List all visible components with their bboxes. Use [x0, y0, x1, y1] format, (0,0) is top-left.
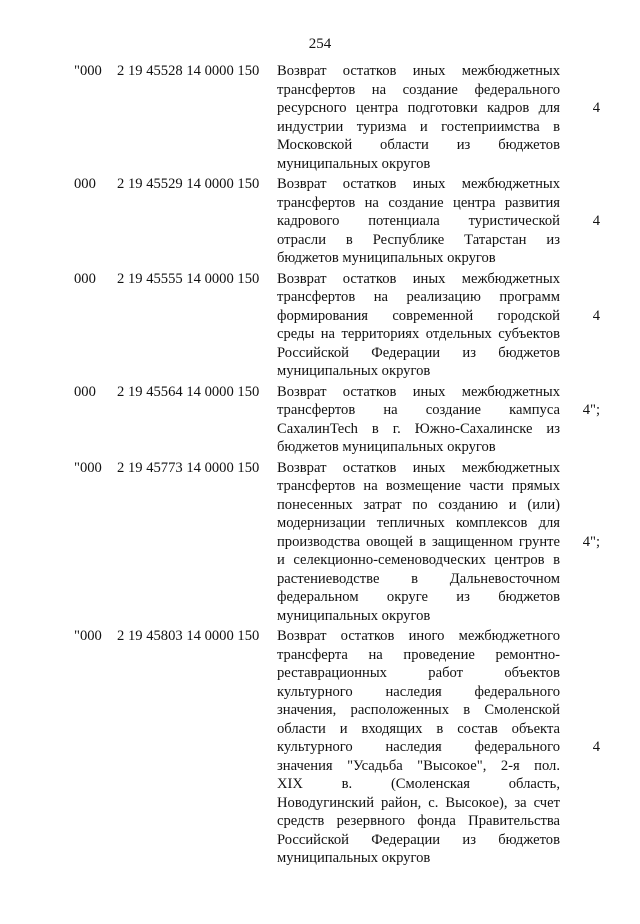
description-line: значения "Усадьба "Высокое", 2-я пол. — [277, 757, 560, 774]
normative-value: 4"; — [582, 402, 600, 418]
description-line: бюджетов муниципальных округов — [277, 439, 496, 455]
description-line: XIX в. (Смоленская область, — [277, 776, 560, 792]
description-line: растениеводстве в Дальневосточном — [277, 570, 560, 587]
description-line: средств резервного фонда Правительства — [277, 813, 560, 829]
description-line: отрасли в Республике Татарстан из — [277, 231, 560, 248]
description-line: трансферта на проведение ремонтно- — [277, 646, 560, 663]
description-line: Новодугинский район, с. Высокое), за счет — [277, 794, 560, 811]
description-line: муниципальных округов — [277, 850, 431, 866]
admin-code: 000 — [74, 270, 96, 287]
description-line: Возврат остатков иных межбюджетных — [277, 383, 560, 400]
description-line: трансфертов на возмещение части прямых — [277, 478, 560, 494]
description-line: культурного наследия федерального — [277, 739, 560, 755]
normative-value: 4 — [592, 307, 600, 324]
budget-classification-code: 2 19 45529 14 0000 150 — [117, 176, 260, 192]
description-line: трансфертов на создание центра развития — [277, 194, 560, 211]
budget-classification-code: 2 19 45528 14 0000 150 — [117, 63, 260, 79]
admin-code: "000 — [74, 459, 102, 476]
description-line: среды на территориях отдельных субъектов — [277, 326, 560, 342]
table-row — [0, 383, 640, 457]
table-row — [0, 270, 640, 381]
description-line: трансфертов на создание кампуса — [277, 402, 560, 418]
description-line: федеральном округе из бюджетов — [277, 589, 560, 605]
budget-classification-code: 2 19 45773 14 0000 150 — [117, 459, 260, 476]
normative-value: 4"; — [582, 533, 600, 550]
description-line: значения, расположенных в Смоленской — [277, 702, 560, 718]
description-line: индустрии туризма и гостеприимства в — [277, 118, 560, 135]
description-line: трансфертов на создание федерального — [277, 81, 560, 98]
budget-code-table — [0, 62, 640, 870]
table-row — [0, 62, 640, 173]
admin-code: "000 — [74, 63, 102, 79]
page-number: 254 — [308, 36, 332, 52]
admin-code: 000 — [74, 383, 96, 400]
income-description — [277, 62, 560, 173]
description-line: муниципальных округов — [277, 607, 431, 624]
budget-classification-code: 2 19 45564 14 0000 150 — [117, 383, 260, 400]
normative-value: 4 — [592, 213, 600, 229]
income-description — [277, 270, 560, 381]
income-description — [277, 175, 560, 268]
description-line: формирования современной городской — [277, 307, 560, 324]
description-line: кадрового потенциала туристической — [277, 213, 560, 229]
description-line: реставрационных работ объектов — [277, 665, 560, 681]
description-line: муниципальных округов — [277, 155, 431, 172]
description-line: Возврат остатков иных межбюджетных — [277, 270, 560, 287]
description-line: бюджетов муниципальных округов — [277, 250, 496, 266]
description-line: Возврат остатков иных межбюджетных — [277, 176, 560, 192]
description-line: Возврат остатков иных межбюджетных — [277, 63, 560, 79]
income-description — [277, 383, 560, 457]
table-row — [0, 627, 640, 868]
income-description — [277, 459, 560, 626]
table-row — [0, 175, 640, 268]
description-line: СахалинTech в г. Южно-Сахалинске из — [277, 420, 560, 437]
description-line: понесенных затрат по созданию и (или) — [277, 496, 560, 513]
normative-value: 4 — [592, 739, 600, 755]
description-line: муниципальных округов — [277, 363, 431, 379]
description-line: модернизации тепличных комплексов для — [277, 515, 560, 531]
admin-code: "000 — [74, 628, 102, 644]
normative-value: 4 — [592, 100, 600, 116]
description-line: трансфертов на реализацию программ — [277, 289, 560, 305]
table-row — [0, 459, 640, 626]
budget-classification-code: 2 19 45555 14 0000 150 — [117, 270, 260, 287]
description-line: Московской области из бюджетов — [277, 137, 560, 153]
description-line: области и входящих в состав объекта — [277, 720, 560, 737]
description-line: ресурсного центра подготовки кадров для — [277, 100, 560, 116]
description-line: Возврат остатков иного межбюджетного — [277, 628, 560, 644]
description-line: и селекционно-семеноводческих центров в — [277, 552, 560, 568]
description-line: культурного наследия федерального — [277, 683, 560, 700]
description-line: Возврат остатков иных межбюджетных — [277, 459, 560, 476]
description-line: Российской Федерации из бюджетов — [277, 344, 560, 361]
admin-code: 000 — [74, 176, 96, 192]
description-line: производства овощей в защищенном грунте — [277, 533, 560, 550]
description-line: Российской Федерации из бюджетов — [277, 831, 560, 848]
budget-classification-code: 2 19 45803 14 0000 150 — [117, 628, 260, 644]
income-description — [277, 627, 560, 868]
